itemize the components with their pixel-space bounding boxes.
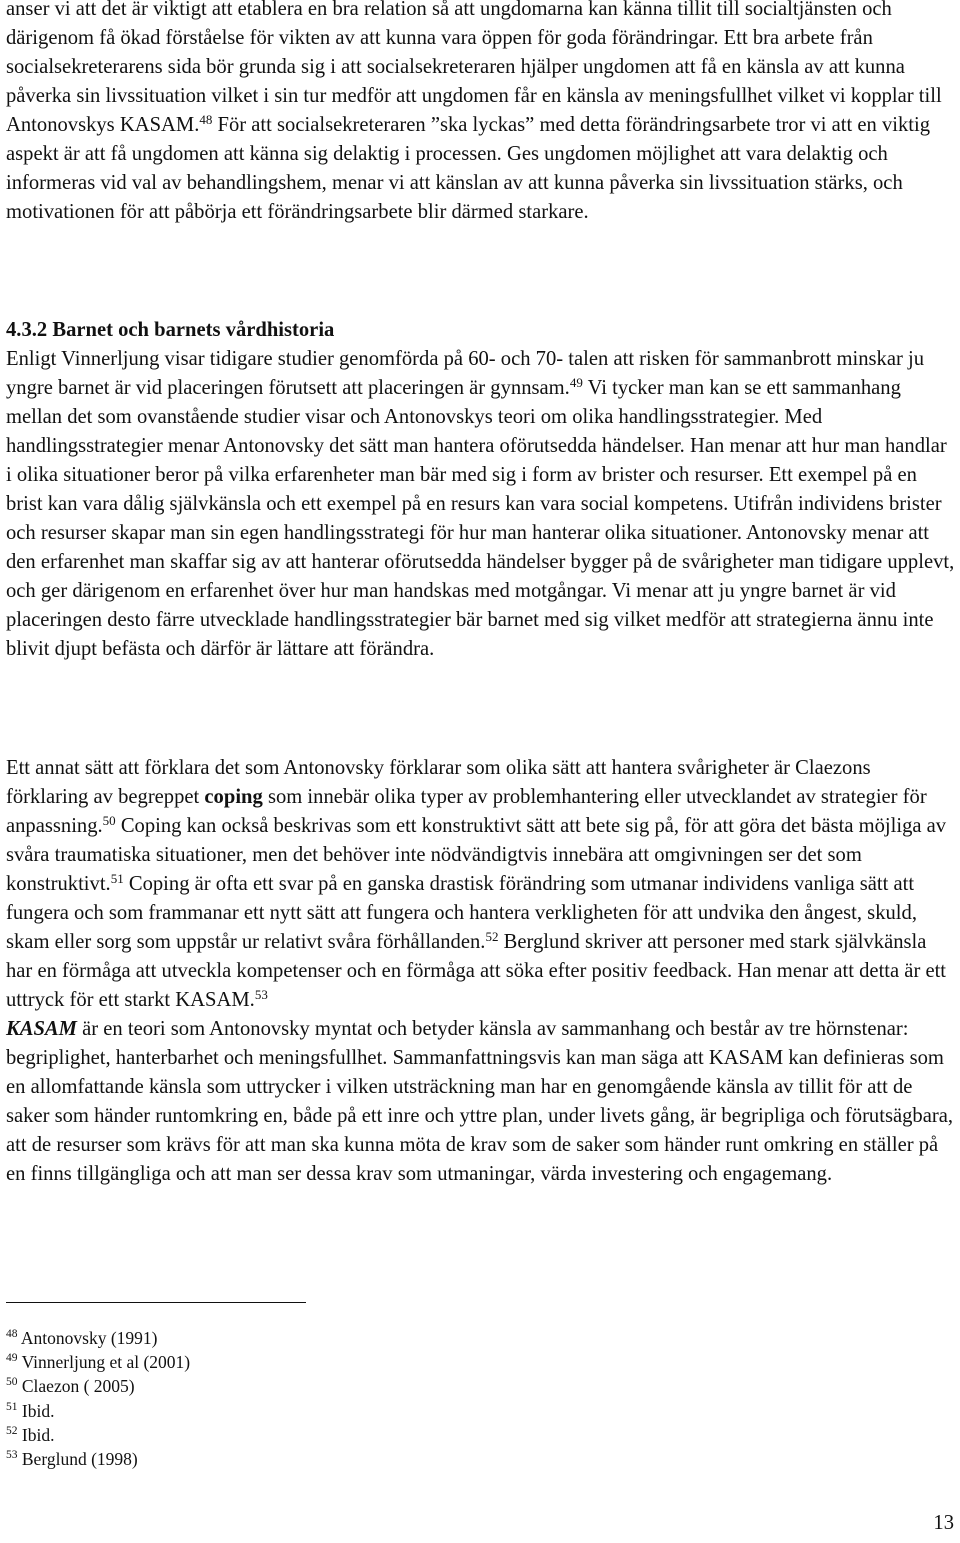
footnote-text: Vinnerljung et al (2001) [21, 1352, 191, 1373]
footnote-item [6, 1399, 190, 1423]
footnote-ref-49[interactable]: 49 [569, 374, 583, 390]
footnote-text: Claezon ( 2005) [21, 1376, 135, 1397]
footnote-item [6, 1326, 190, 1350]
footnote-item [6, 1350, 190, 1374]
paragraph-3-text-c: Coping kan också beskrivas som ett konstruktivt sätt att bete sig på, för att göra det bästa möjliga av svåra traumatiska situationer, men det behöver inte nödvändigtvis innebära att omgivningen ser det som konstruktivt. [6, 815, 947, 895]
footnote-text: Ibid. [21, 1400, 55, 1421]
footnote-number: 49 [6, 1352, 18, 1365]
footnote-text: Ibid. [21, 1424, 55, 1445]
footnote-item [6, 1447, 190, 1471]
paragraph-3-text-a: Ett annat sätt att förklara det som Antonovsky förklarar som olika sätt att hantera svårigheter är Claezons förklaring av begreppet [6, 757, 871, 808]
footnote-number: 53 [6, 1449, 18, 1462]
paragraph-3 [6, 754, 956, 1189]
footnote-ref-48[interactable]: 48 [199, 111, 213, 127]
footnote-ref-50[interactable]: 50 [102, 812, 116, 828]
footnote-separator [6, 1302, 306, 1303]
paragraph-1-text-a: anser vi att det är viktigt att etablera en bra relation så att ungdomarna kan känna tillit till socialtjänsten och därigenom få ökad förståelse för vikten av att kunna vara öppen för goda förändringar. Ett bra arbete från socialsekreterarens sida bör grunda sig i att socialsekreteraren hjälper ungdomen att få en känsla av att kunna påverka sin livssituation vilket i sin tur medför att ungdomen får en känsla av meningsfullhet vilket vi kopplar till Antonovskys KASAM. [6, 0, 942, 136]
footnote-text: Berglund (1998) [21, 1449, 138, 1470]
footnote-number: 51 [6, 1400, 18, 1413]
section-heading: 4.3.2 Barnet och barnets vårdhistoria [6, 319, 335, 341]
paragraph-2 [6, 345, 956, 664]
footnote-number: 50 [6, 1376, 18, 1389]
footnote-list [6, 1326, 190, 1471]
paragraph-1-text-b: För att socialsekreteraren ”ska lyckas” med detta förändringsarbete tror vi att en viktig aspekt är att få ungdomen att känna sig delaktig i processen. Ges ungdomen möjlighet att vara delaktig och informeras vid val av behandlingshem, menar vi att känslan av att kunna påverka sin livssituation stärks, och motivationen för att påbörja ett förändringsarbete blir därmed starkare. [6, 114, 931, 223]
footnote-ref-52[interactable]: 52 [485, 928, 499, 944]
paragraph-2-text-b: Vi tycker man kan se ett sammanhang mellan det som ovanstående studier visar och Antonovskys teori om olika handlingsstrategier. Med handlingsstrategier menar Antonovsky det sätt man hantera oförutsedda händelser. Han menar att hur man handlar i olika situationer beror på vilka erfarenheter man bär med sig i form av brister och resurser. Ett exempel på en brist kan vara dålig självkänsla och ett exempel på en resurs kan vara social kompetens. Utifrån individens brister och resurser skapar man sin egen handlingsstrategi för hur man hanterar olika situationer. Antonovsky menar att den erfarenhet man skaffar sig av att hanterar oförutsedda händelser bygger på de svårigheter man tidigare upplevt, och ger därigenom en erfarenhet över hur man handskas med motgångar. Vi menar att ju yngre barnet är vid placeringen desto färre utvecklade handlingsstrategier bär barnet med sig vilket medför att strategierna ännu inte blivit djupt befästa och därför är lättare att förändra. [6, 377, 955, 660]
paragraph-3-text-e: Berglund skriver att personer med stark självkänsla har en förmåga att utveckla kompetenser och en förmåga att söka efter positiv feedback. Han menar att detta är ett uttryck för ett starkt KASAM. [6, 931, 947, 1011]
term-coping: coping [204, 786, 263, 808]
footnote-item [6, 1423, 190, 1447]
footnote-ref-51[interactable]: 51 [110, 870, 124, 886]
paragraph-3-text-d: Coping är ofta ett svar på en ganska drastisk förändring som utmanar individens vanliga sätt att fungera och som frammanar ett nytt sätt att fungera och hantera verkligheten för att undvika den ångest, skuld, skam eller sorg som uppstår ur relativt svåra förhållanden. [6, 873, 917, 953]
paragraph-2-text-a: Enligt Vinnerljung visar tidigare studier genomförda på 60- och 70- talen att risken för sammanbrott minskar ju yngre barnet är vid placeringen förutsett att placeringen är gynnsam. [6, 348, 925, 399]
paragraph-3-text-b: som innebär olika typer av problemhantering eller utvecklandet av strategier för anpassning. [6, 786, 927, 837]
footnote-text: Antonovsky (1991) [20, 1328, 158, 1348]
page-number: 13 [933, 1512, 954, 1534]
footnote-ref-53[interactable]: 53 [254, 986, 268, 1002]
footnote-number: 48 [6, 1328, 18, 1341]
term-kasam: KASAM [6, 1018, 77, 1040]
paragraph-1 [6, 0, 956, 227]
paragraph-3-text-f: är en teori som Antonovsky myntat och betyder känsla av sammanhang och består av tre hörnstenar: begriplighet, hanterbarhet och meningsfullhet. Sammanfattningsvis kan man säga att KASAM kan definieras som en allomfattande känsla som uttrycker i vilken utsträckning man har en genomgående känsla av tillit för att de saker som händer runtomkring en, både på ett inre och yttre plan, under livets gång, är begripliga och förutsägbara, att de resurser som krävs för att man ska kunna möta de krav som de saker som händer runt omkring en ställer på en finns tillgängliga och att man ser dessa krav som utmaningar, värda investering och engagemang. [6, 1018, 953, 1185]
footnote-item [6, 1374, 190, 1398]
footnote-number: 52 [6, 1424, 18, 1437]
